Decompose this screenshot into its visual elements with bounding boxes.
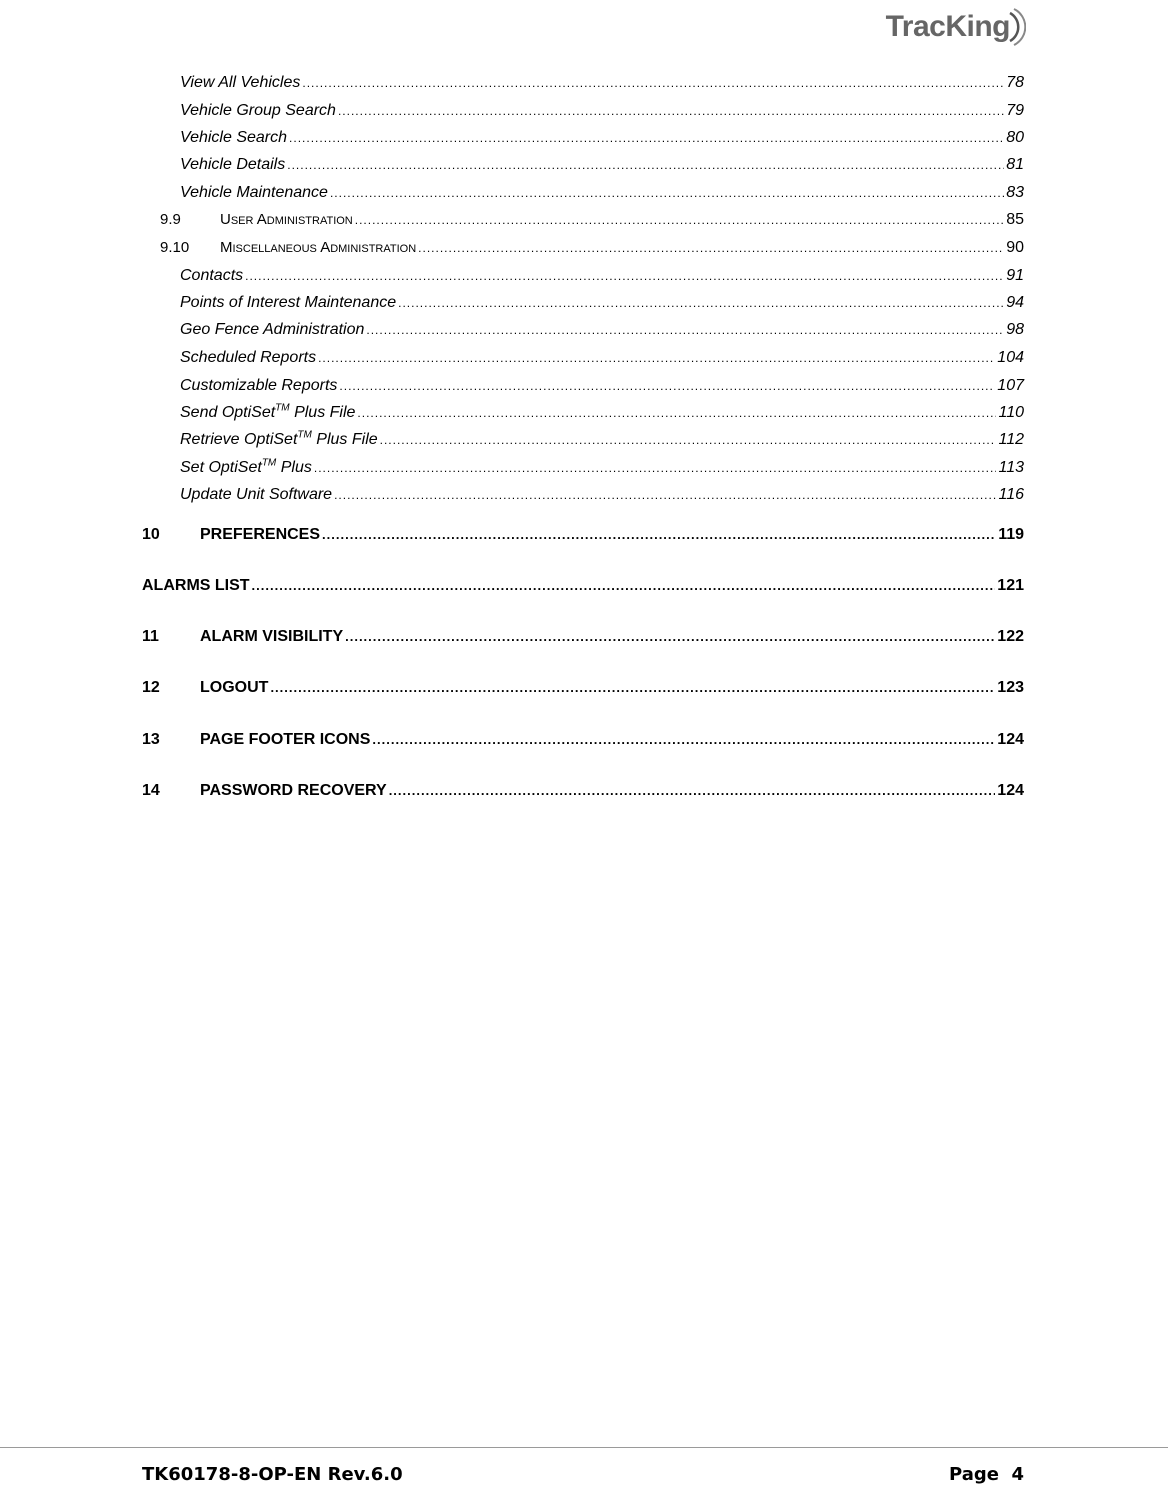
toc-entry-number: 14 xyxy=(142,782,160,799)
toc-entry-label xyxy=(180,459,312,477)
dot-leader xyxy=(287,158,1004,172)
dot-leader xyxy=(334,488,996,502)
footer-document-id: TK60178-8-OP-EN Rev.6.0 xyxy=(142,1464,403,1485)
toc-entry-page: 121 xyxy=(997,577,1024,594)
toc-entry-label xyxy=(180,74,300,92)
toc-entry[interactable] xyxy=(142,628,1024,646)
dot-leader xyxy=(314,461,997,475)
toc-entry[interactable] xyxy=(142,731,1024,749)
footer-divider xyxy=(0,1447,1168,1448)
trademark-superscript: TM xyxy=(275,402,290,414)
toc-entry-label xyxy=(180,267,243,285)
dot-leader xyxy=(380,433,997,447)
toc-entry[interactable] xyxy=(180,486,1024,504)
toc-entry-page: 107 xyxy=(997,377,1024,394)
toc-entry-label xyxy=(180,294,396,312)
toc-entry-page: 124 xyxy=(997,782,1024,799)
toc-entry-label xyxy=(142,679,268,697)
toc-entry[interactable] xyxy=(180,321,1024,339)
toc-entry-title-suffix: Plus File xyxy=(289,404,356,421)
toc-entry[interactable] xyxy=(180,294,1024,312)
toc-entry-label xyxy=(180,184,328,202)
toc-entry-page: 116 xyxy=(998,486,1024,503)
toc-entry-page: 80 xyxy=(1006,129,1024,146)
toc-entry-page: 79 xyxy=(1006,102,1024,119)
dot-leader xyxy=(252,578,996,593)
toc-entry-page: 90 xyxy=(1006,239,1024,256)
dot-leader xyxy=(338,104,1004,118)
toc-entry-title: ALARMS LIST xyxy=(142,577,250,594)
toc-entry-label xyxy=(160,239,416,256)
dot-leader xyxy=(418,241,1004,255)
dot-leader xyxy=(372,732,995,747)
toc-entry-label xyxy=(142,731,370,749)
toc-entry-title: Geo Fence Administration xyxy=(180,321,365,338)
toc-entry-label xyxy=(180,349,316,367)
toc-entry[interactable] xyxy=(180,349,1024,367)
toc-entry-label xyxy=(142,628,343,646)
toc-entry-title: Vehicle Details xyxy=(180,156,286,173)
trademark-superscript: TM xyxy=(261,457,277,469)
toc-entry-title-suffix: Plus xyxy=(276,459,312,476)
toc-entry-label xyxy=(142,782,387,800)
signal-arcs-icon xyxy=(1008,7,1026,47)
toc-entry-title: Points of Interest Maintenance xyxy=(180,294,397,311)
toc-entry-title: LOGOUT xyxy=(200,679,269,696)
dot-leader xyxy=(322,527,996,542)
toc-entry[interactable] xyxy=(180,184,1024,202)
toc-entry-number: 9.9 xyxy=(160,211,181,228)
toc-entry[interactable] xyxy=(180,267,1024,285)
toc-entry-number: 13 xyxy=(142,731,160,748)
dot-leader xyxy=(339,379,995,393)
toc-entry-title: Retrieve OptiSet xyxy=(180,431,298,448)
toc-entry[interactable] xyxy=(142,679,1024,697)
toc-entry[interactable] xyxy=(142,577,1024,595)
toc-entry-title: Vehicle Search xyxy=(180,129,288,146)
toc-entry[interactable] xyxy=(180,431,1024,449)
dot-leader xyxy=(289,131,1004,145)
toc-entry[interactable] xyxy=(180,377,1024,395)
toc-entry[interactable] xyxy=(180,459,1024,477)
toc-entry-title: Miscellaneous Administration xyxy=(220,239,417,256)
logo-text: TracKing xyxy=(885,10,1010,43)
toc-entry-page: 124 xyxy=(997,731,1024,748)
toc-entry-page: 83 xyxy=(1006,184,1024,201)
toc-entry-title: Set OptiSet xyxy=(180,459,262,476)
footer-page-number: Page 4 xyxy=(948,1464,1024,1485)
toc-entry-title: PREFERENCES xyxy=(200,526,321,543)
trademark-superscript: TM xyxy=(297,429,312,441)
toc-entry-page: 91 xyxy=(1006,267,1024,284)
toc-entry-title: Customizable Reports xyxy=(180,377,338,394)
toc-entry-page: 122 xyxy=(997,628,1024,645)
toc-entry-label xyxy=(180,102,336,120)
toc-entry-number: 11 xyxy=(142,628,159,645)
toc-entry-page: 94 xyxy=(1006,294,1024,311)
toc-entry-label xyxy=(180,486,332,504)
toc-entry-title: View All Vehicles xyxy=(180,74,301,91)
dot-leader xyxy=(245,269,1004,283)
toc-entry-label xyxy=(180,377,337,395)
dot-leader xyxy=(345,629,995,644)
dot-leader xyxy=(389,783,996,798)
toc-entry-page: 113 xyxy=(998,459,1024,476)
toc-entry-page: 98 xyxy=(1006,321,1024,338)
toc-entry-page: 110 xyxy=(998,404,1024,421)
toc-entry-label xyxy=(142,577,250,595)
toc-entry-title: Vehicle Group Search xyxy=(180,102,336,119)
dot-leader xyxy=(270,680,995,695)
tracking-logo xyxy=(886,4,1026,50)
toc-entry-title: PAGE FOOTER ICONS xyxy=(200,731,371,748)
toc-entry-label xyxy=(180,404,355,422)
toc-entry[interactable] xyxy=(180,102,1024,120)
toc-entry[interactable] xyxy=(180,74,1024,92)
toc-entry[interactable] xyxy=(142,782,1024,800)
toc-entry-label xyxy=(180,156,285,174)
toc-entry-page: 78 xyxy=(1006,74,1024,91)
toc-entry-label xyxy=(142,526,320,544)
toc-entry-label xyxy=(180,431,378,449)
toc-entry-page: 123 xyxy=(997,679,1024,696)
toc-entry-number: 10 xyxy=(142,526,160,543)
toc-entry-title: Contacts xyxy=(180,267,244,284)
toc-entry[interactable] xyxy=(180,129,1024,147)
dot-leader xyxy=(398,296,1004,310)
dot-leader xyxy=(357,406,996,420)
toc-entry-title: Update Unit Software xyxy=(180,486,333,503)
dot-leader xyxy=(318,351,995,365)
toc-entry-title: Send OptiSet xyxy=(180,404,276,421)
toc-entry[interactable] xyxy=(160,239,1024,257)
toc-entry-number: 9.10 xyxy=(160,239,190,256)
toc-entry-title: PASSWORD RECOVERY xyxy=(200,782,387,799)
toc-entry-title: Vehicle Maintenance xyxy=(180,184,328,201)
toc-entry-page: 119 xyxy=(998,526,1024,543)
toc-entry-page: 85 xyxy=(1006,211,1024,228)
toc-entry-label xyxy=(160,211,353,228)
toc-entry-page: 81 xyxy=(1006,156,1024,173)
toc-entry-title: User Administration xyxy=(220,211,353,228)
dot-leader xyxy=(355,213,1004,227)
toc-entry-title: ALARM VISIBILITY xyxy=(200,628,344,645)
toc-entry-title-suffix: Plus File xyxy=(311,431,378,448)
dot-leader xyxy=(366,323,1004,337)
toc-entry-page: 104 xyxy=(997,349,1024,366)
toc-entry-title: Scheduled Reports xyxy=(180,349,317,366)
toc-entry[interactable] xyxy=(142,526,1024,544)
dot-leader xyxy=(330,186,1004,200)
toc-entry-label xyxy=(180,129,287,147)
toc-entry-page: 112 xyxy=(998,431,1024,448)
toc-entry[interactable] xyxy=(180,404,1024,422)
dot-leader xyxy=(302,76,1004,90)
toc-entry[interactable] xyxy=(180,156,1024,174)
toc-entry-label xyxy=(180,321,364,339)
toc-entry[interactable] xyxy=(160,211,1024,229)
toc-entry-number: 12 xyxy=(142,679,160,696)
